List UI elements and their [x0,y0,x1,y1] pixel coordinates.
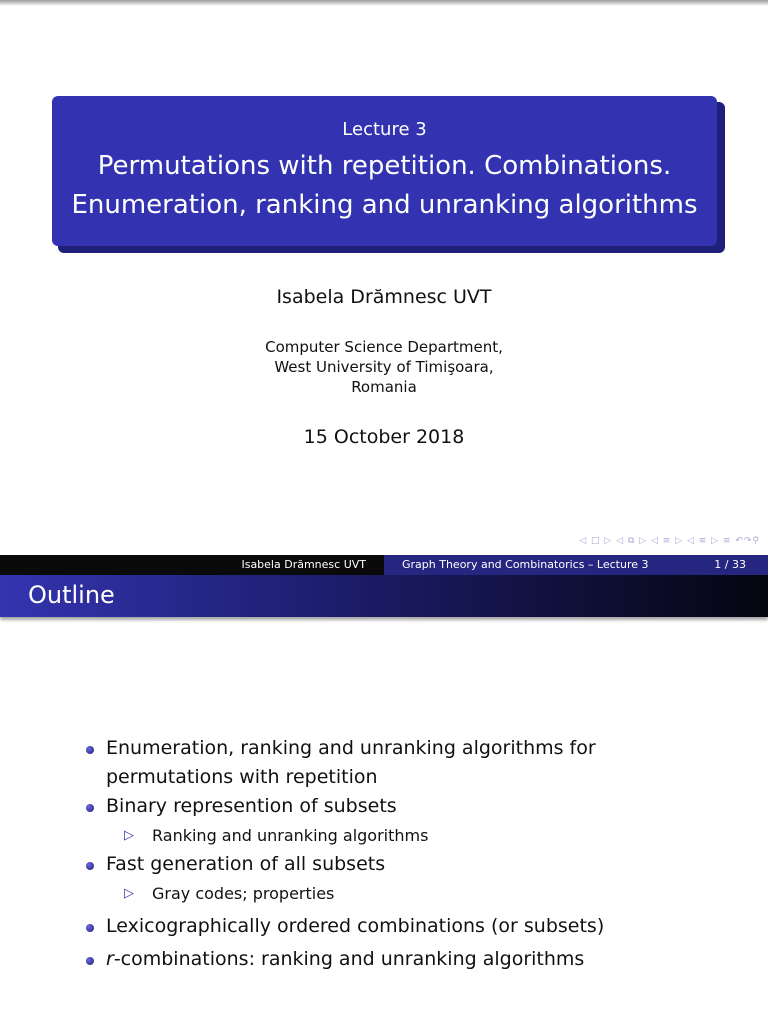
frame-title-bar [0,575,768,617]
bullet-ball-icon [86,746,94,754]
list-item-text: Enumeration, ranking and unranking algorithms for [106,737,596,759]
bullet-ball-icon [86,862,94,870]
list-item [86,734,726,792]
list-item-text: Binary represention of subsets [106,795,397,817]
date: 15 October 2018 [303,426,465,448]
title-line-1: Permutations with repetition. Combinations. [97,151,672,181]
italic-r: r [106,948,114,970]
triangle-right-icon: ▷ [124,886,134,901]
list-item-text [106,945,726,974]
list-item-text-rest: -combinations: ranking and unranking algorithms [113,948,585,970]
footline-author: Isabela Drămnesc UVT [0,555,384,575]
sub-item-text: Gray codes; properties [152,884,335,903]
institute-line: Romania [351,378,417,396]
list-item [86,850,726,879]
bullet-ball-icon [86,957,94,965]
frame-title: Outline [28,581,115,609]
footline-page-number: 1 / 33 [714,558,746,571]
navigation-symbols[interactable]: ◁ □ ▷ ◁ ⧉ ▷ ◁ ≡ ▷ ◁ ≡ ▷ ≡ ↶↷⚲ [579,536,760,546]
bullet-ball-icon [86,804,94,812]
list-item-text: Fast generation of all subsets [106,853,386,875]
footline-title: Graph Theory and Combinatorics – Lecture 3 [402,558,649,571]
institute [0,337,768,397]
list-item-text: Lexicographically ordered combinations (or subsets) [106,915,605,937]
list-item-text: permutations with repetition [106,766,378,788]
footline [0,555,768,575]
title-line-2: Enumeration, ranking and unranking algorithms [71,190,698,220]
bullet-ball-icon [86,924,94,932]
lecture-label: Lecture 3 [342,119,427,140]
author: Isabela Drămnesc UVT [276,286,492,308]
outline-list [86,734,726,974]
institute-line: West University of Timişoara, [274,358,494,376]
footline-title-box [384,555,768,575]
list-item [86,945,726,974]
title-box [52,96,717,246]
top-shadow [0,0,768,6]
list-item [86,912,726,941]
sub-item [86,821,726,850]
sub-item [86,879,726,908]
triangle-right-icon: ▷ [124,828,134,843]
sub-item-text: Ranking and unranking algorithms [152,826,429,845]
list-item [86,792,726,821]
institute-line: Computer Science Department, [265,338,503,356]
